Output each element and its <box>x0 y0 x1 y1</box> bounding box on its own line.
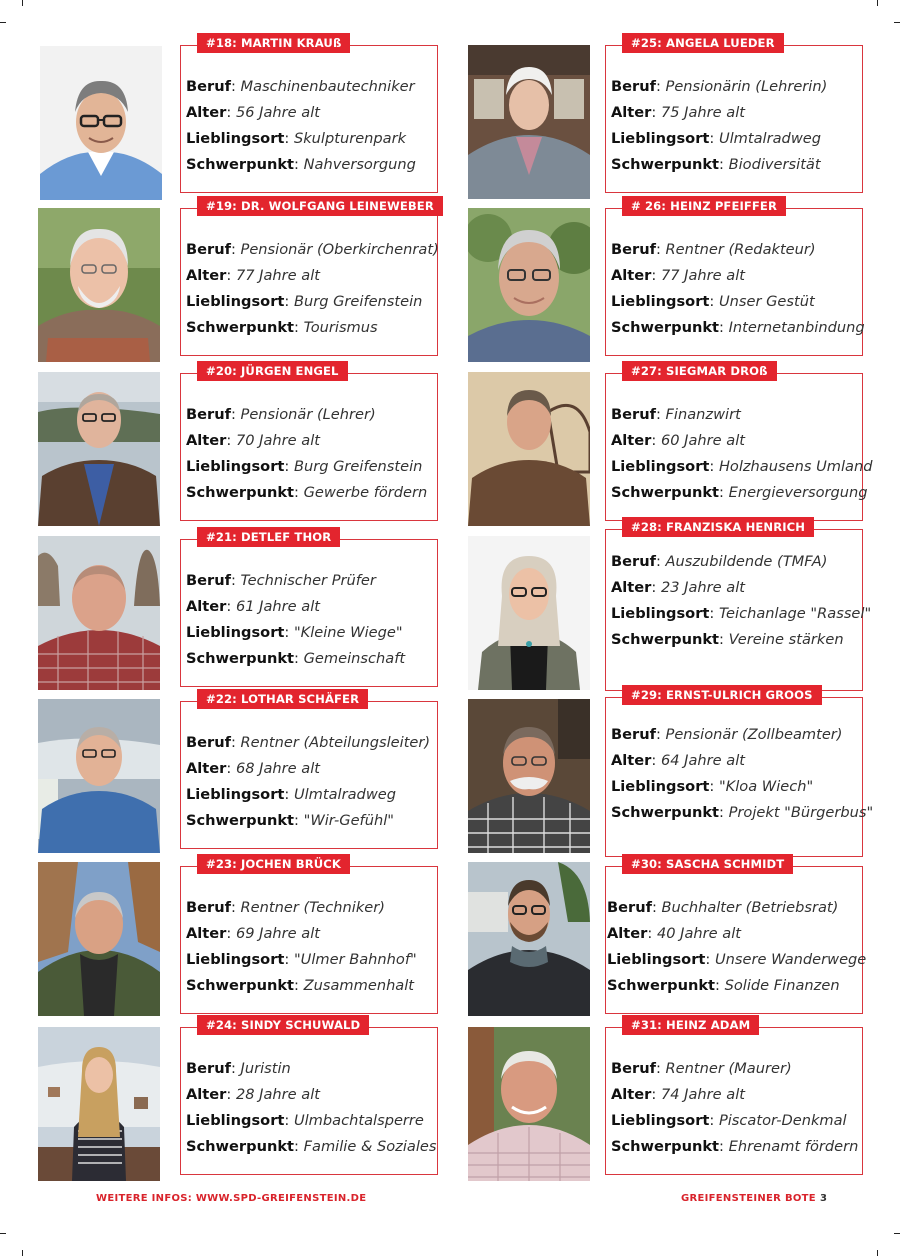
field-alter: Alter: 56 Jahre alt <box>186 104 320 121</box>
field-schwerpunkt: Schwerpunkt: Gewerbe fördern <box>186 484 428 501</box>
field-schwerpunkt: Schwerpunkt: Familie & Soziales <box>186 1138 437 1155</box>
field-schwerpunkt: Schwerpunkt: "Wir-Gefühl" <box>186 812 394 829</box>
field-lieblingsort: Lieblingsort: Ulmtalradweg <box>611 130 821 147</box>
field-beruf: Beruf: Rentner (Maurer) <box>611 1060 792 1077</box>
field-lieblingsort: Lieblingsort: Ulmbachtalsperre <box>186 1112 424 1129</box>
field-beruf: Beruf: Juristin <box>186 1060 291 1077</box>
candidate-card <box>180 364 438 521</box>
candidate-label: #29: ERNST-ULRICH GROOS <box>622 685 822 705</box>
field-beruf: Beruf: Maschinenbautechniker <box>186 78 415 95</box>
field-beruf: Beruf: Finanzwirt <box>611 406 741 423</box>
field-schwerpunkt: Schwerpunkt: Ehrenamt fördern <box>611 1138 859 1155</box>
candidate-label: #20: JÜRGEN ENGEL <box>197 361 348 381</box>
field-alter: Alter: 28 Jahre alt <box>186 1086 320 1103</box>
field-beruf: Beruf: Buchhalter (Betriebsrat) <box>607 899 839 916</box>
candidate-card <box>180 36 438 193</box>
candidate-label: #30: SASCHA SCHMIDT <box>622 854 793 874</box>
publication-name: GREIFENSTEINER BOTE <box>681 1193 816 1204</box>
candidate-label: #28: FRANZISKA HENRICH <box>622 517 814 537</box>
field-beruf: Beruf: Pensionär (Oberkirchenrat) <box>186 241 439 258</box>
field-alter: Alter: 77 Jahre alt <box>186 267 320 284</box>
candidate-label: #18: MARTIN KRAUß <box>197 33 350 53</box>
candidate-card <box>605 857 867 1014</box>
candidate-photo <box>468 372 590 526</box>
crop-mark <box>22 0 23 6</box>
field-lieblingsort: Lieblingsort: Skulpturenpark <box>186 130 407 147</box>
field-alter: Alter: 68 Jahre alt <box>186 760 320 777</box>
candidate-photo <box>38 699 160 853</box>
crop-mark <box>894 1233 900 1234</box>
candidate-label: #22: LOTHAR SCHÄFER <box>197 689 368 709</box>
field-alter: Alter: 77 Jahre alt <box>611 267 745 284</box>
field-lieblingsort: Lieblingsort: Burg Greifenstein <box>186 293 423 310</box>
field-schwerpunkt: Schwerpunkt: Solide Finanzen <box>607 977 840 994</box>
field-alter: Alter: 70 Jahre alt <box>186 432 320 449</box>
candidate-card <box>605 364 873 521</box>
candidate-label: #25: ANGELA LUEDER <box>622 33 784 53</box>
candidate-card <box>180 692 438 849</box>
field-alter: Alter: 23 Jahre alt <box>611 579 745 596</box>
field-schwerpunkt: Schwerpunkt: Vereine stärken <box>611 631 844 648</box>
candidate-card <box>605 688 874 857</box>
candidate-label: # 26: HEINZ PFEIFFER <box>622 196 786 216</box>
candidate-card <box>605 1018 863 1175</box>
field-schwerpunkt: Schwerpunkt: Tourismus <box>186 319 378 336</box>
crop-mark <box>0 1233 6 1234</box>
candidate-photo <box>468 208 590 362</box>
candidate-card <box>605 36 863 193</box>
candidate-label: #19: DR. WOLFGANG LEINEWEBER <box>197 196 443 216</box>
field-lieblingsort: Lieblingsort: Holzhausens Umland <box>611 458 873 475</box>
field-alter: Alter: 40 Jahre alt <box>607 925 741 942</box>
candidate-card <box>180 1018 438 1175</box>
candidate-card <box>605 520 872 691</box>
field-schwerpunkt: Schwerpunkt: Internetanbindung <box>611 319 865 336</box>
field-beruf: Beruf: Auszubildende (TMFA) <box>611 553 828 570</box>
crop-mark <box>877 1250 878 1256</box>
crop-mark <box>894 22 900 23</box>
candidate-photo <box>38 536 160 690</box>
field-lieblingsort: Lieblingsort: Unser Gestüt <box>611 293 815 310</box>
candidate-photo <box>40 46 162 200</box>
field-schwerpunkt: Schwerpunkt: Gemeinschaft <box>186 650 406 667</box>
field-beruf: Beruf: Technischer Prüfer <box>186 572 376 589</box>
field-lieblingsort: Lieblingsort: "Kleine Wiege" <box>186 624 403 641</box>
field-beruf: Beruf: Rentner (Redakteur) <box>611 241 816 258</box>
candidate-card <box>180 199 439 356</box>
candidate-card <box>180 857 438 1014</box>
candidate-photo <box>468 699 590 853</box>
field-lieblingsort: Lieblingsort: Teichanlage "Rassel" <box>611 605 872 622</box>
field-schwerpunkt: Schwerpunkt: Zusammenhalt <box>186 977 415 994</box>
field-beruf: Beruf: Pensionär (Zollbeamter) <box>611 726 843 743</box>
field-alter: Alter: 74 Jahre alt <box>611 1086 745 1103</box>
field-lieblingsort: Lieblingsort: Piscator-Denkmal <box>611 1112 847 1129</box>
crop-mark <box>877 0 878 6</box>
candidate-label: #31: HEINZ ADAM <box>622 1015 759 1035</box>
candidate-photo <box>468 1027 590 1181</box>
field-lieblingsort: Lieblingsort: Ulmtalradweg <box>186 786 396 803</box>
field-lieblingsort: Lieblingsort: "Kloa Wiech" <box>611 778 814 795</box>
page-number: 3 <box>819 1193 828 1204</box>
field-schwerpunkt: Schwerpunkt: Energieversorgung <box>611 484 868 501</box>
field-schwerpunkt: Schwerpunkt: Biodiversität <box>611 156 821 173</box>
field-alter: Alter: 69 Jahre alt <box>186 925 320 942</box>
field-alter: Alter: 60 Jahre alt <box>611 432 745 449</box>
field-schwerpunkt: Schwerpunkt: Projekt "Bürgerbus" <box>611 804 874 821</box>
field-lieblingsort: Lieblingsort: Unsere Wanderwege <box>607 951 867 968</box>
candidate-photo <box>38 372 160 526</box>
candidate-label: #21: DETLEF THOR <box>197 527 340 547</box>
candidate-card <box>180 530 438 687</box>
candidate-photo <box>468 862 590 1016</box>
field-alter: Alter: 75 Jahre alt <box>611 104 745 121</box>
field-beruf: Beruf: Pensionär (Lehrer) <box>186 406 376 423</box>
field-beruf: Beruf: Rentner (Abteilungsleiter) <box>186 734 431 751</box>
field-alter: Alter: 61 Jahre alt <box>186 598 320 615</box>
candidate-photo <box>38 1027 160 1181</box>
field-schwerpunkt: Schwerpunkt: Nahversorgung <box>186 156 416 173</box>
candidate-card <box>605 199 865 356</box>
crop-mark <box>22 1250 23 1256</box>
field-beruf: Beruf: Pensionärin (Lehrerin) <box>611 78 828 95</box>
candidate-photo <box>38 208 160 362</box>
candidate-photo <box>468 45 590 199</box>
field-lieblingsort: Lieblingsort: "Ulmer Bahnhof" <box>186 951 417 968</box>
footer-publication <box>681 1193 827 1204</box>
field-alter: Alter: 64 Jahre alt <box>611 752 745 769</box>
field-beruf: Beruf: Rentner (Techniker) <box>186 899 385 916</box>
footer-website: WEITERE INFOS: WWW.SPD-GREIFENSTEIN.DE <box>96 1193 367 1204</box>
candidate-photo <box>468 536 590 690</box>
candidate-label: #23: JOCHEN BRÜCK <box>197 854 350 874</box>
candidate-label: #27: SIEGMAR DROß <box>622 361 777 381</box>
candidate-photo <box>38 862 160 1016</box>
candidate-label: #24: SINDY SCHUWALD <box>197 1015 369 1035</box>
field-lieblingsort: Lieblingsort: Burg Greifenstein <box>186 458 423 475</box>
crop-mark <box>0 22 6 23</box>
